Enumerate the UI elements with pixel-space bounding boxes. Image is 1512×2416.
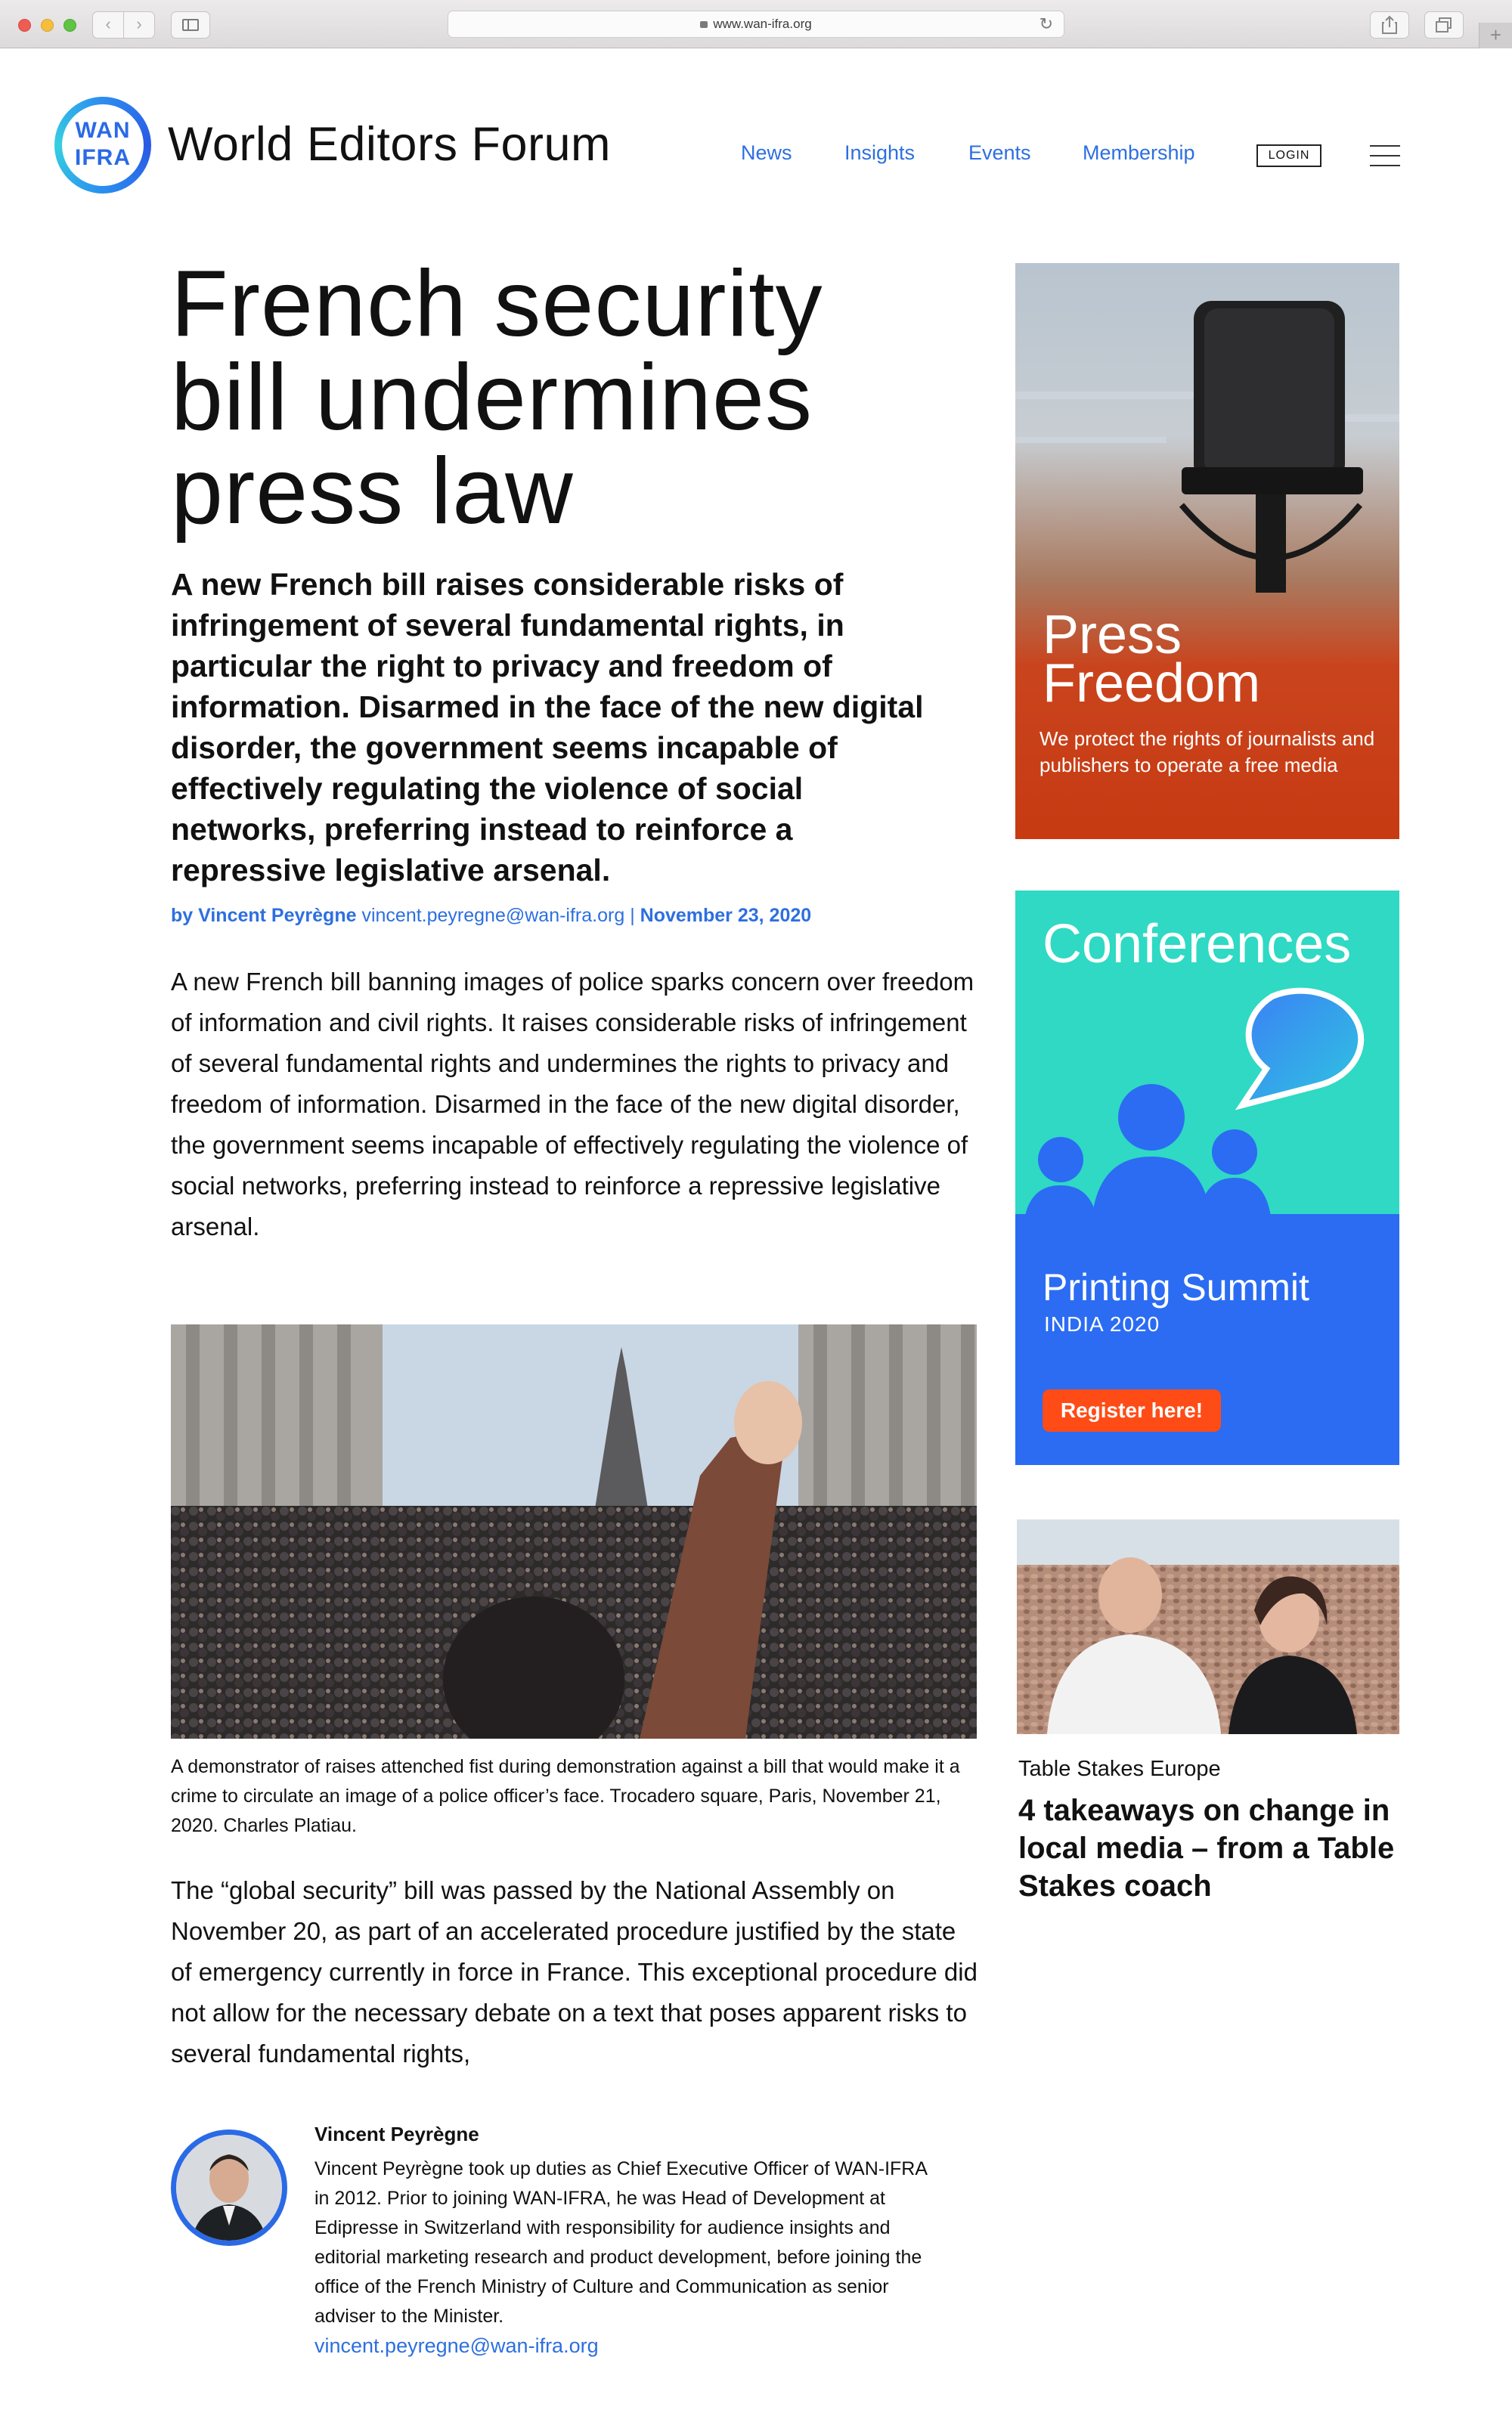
logo-text-top: WAN xyxy=(75,118,131,143)
author-name: Vincent Peyrègne xyxy=(314,2123,479,2145)
image-caption: A demonstrator of raises attenched fist during demonstration against a bill that would make it a crime to circulate an image of a police officer’s face. Trocadero square, Paris, November 21, 2020. Charles Platiau. xyxy=(171,1756,960,1836)
login-button[interactable]: LOGIN xyxy=(1256,144,1321,167)
site-title[interactable]: World Editors Forum xyxy=(168,118,611,171)
promo-title-link[interactable]: 4 takeaways on change in local media – from a Table Stakes coach xyxy=(1018,1794,1395,1903)
byline-email-link[interactable]: vincent.peyregne@wan-ifra.org xyxy=(361,905,625,926)
zoom-window-button[interactable] xyxy=(64,19,76,32)
article-standfirst: A new French bill raises considerable risks of infringement of several fundamental rights, in particular the right to privacy and freedom of information. Disarmed in the face of the new digital disorder, the government seems incapable of effectively regulating the violence of social networks, preferring instead to reinforce a repressive legislative arsenal. xyxy=(171,567,924,887)
byline-date: November 23, 2020 xyxy=(640,905,812,926)
nav-events[interactable]: Events xyxy=(968,141,1031,164)
press-freedom-banner[interactable] xyxy=(1015,263,1399,839)
sidebar-toggle-button[interactable] xyxy=(171,11,210,39)
sidebar-icon xyxy=(182,19,199,31)
byline-separator: | xyxy=(630,905,635,926)
article-headline: French security bill undermines press law xyxy=(171,252,823,544)
forward-icon: › xyxy=(136,14,142,33)
address-bar[interactable] xyxy=(448,11,1064,38)
printing-summit-title: Printing Summit xyxy=(1043,1266,1309,1309)
close-window-button[interactable] xyxy=(18,19,31,32)
nav-insights[interactable]: Insights xyxy=(844,141,916,164)
author-portrait xyxy=(176,2135,282,2241)
share-icon xyxy=(1381,15,1398,35)
two-people-photo xyxy=(1017,1519,1399,1734)
byline-author-link[interactable]: Vincent Peyrègne xyxy=(198,905,357,926)
register-button[interactable]: Register here! xyxy=(1043,1389,1221,1432)
audience-speech-illustration xyxy=(1015,891,1399,1238)
author-avatar[interactable] xyxy=(171,2129,287,2246)
lock-icon xyxy=(700,21,708,28)
back-button[interactable] xyxy=(92,11,124,39)
printing-summit-subtitle: INDIA 2020 xyxy=(1044,1312,1160,1336)
promo-kicker[interactable]: Table Stakes Europe xyxy=(1018,1757,1221,1781)
plus-icon: + xyxy=(1489,23,1502,46)
share-button[interactable] xyxy=(1370,11,1409,39)
new-tab-button[interactable] xyxy=(1479,23,1512,48)
press-freedom-description: We protect the rights of journalists and publishers to operate a free media xyxy=(1040,727,1375,776)
promo-photo[interactable] xyxy=(1017,1519,1399,1734)
tabs-icon xyxy=(1435,17,1453,33)
tab-overview-button[interactable] xyxy=(1424,11,1464,39)
logo-text-bottom: IFRA xyxy=(75,145,131,170)
article-paragraph: The “global security” bill was passed by the National Assembly on November 20, as part of an accelerated procedure justified by the state of emergency currently in force in France. This exceptional procedure did not allow for the necessary debate on a text that poses apparent risks to several fundamental rights, xyxy=(171,1876,978,2068)
wan-ifra-logo[interactable] xyxy=(54,97,151,194)
byline-prefix: by xyxy=(171,905,194,926)
minimize-window-button[interactable] xyxy=(41,19,54,32)
back-icon: ‹ xyxy=(105,14,111,33)
address-url: www.wan-ifra.org xyxy=(713,17,812,31)
nav-news[interactable]: News xyxy=(741,141,792,164)
author-bio: Vincent Peyrègne took up duties as Chief Executive Officer of WAN-IFRA in 2012. Prior to joining WAN-IFRA, he was Head of Development at Edipresse in Switzerland with responsibility for audience insights and editorial marketing research and product development, before joining the office of the French Ministry of Culture and Communication as senior adviser to the Minister. xyxy=(314,2158,927,2327)
conferences-title: Conferences xyxy=(1043,914,1352,974)
reload-icon[interactable]: ↻ xyxy=(1039,14,1053,33)
author-email-link[interactable]: vincent.peyregne@wan-ifra.org xyxy=(314,2334,599,2357)
nav-membership[interactable]: Membership xyxy=(1083,141,1195,164)
press-freedom-title: Press Freedom xyxy=(1043,605,1261,714)
protest-illustration xyxy=(171,1324,977,1739)
conferences-banner[interactable] xyxy=(1015,891,1399,1465)
forward-button[interactable] xyxy=(123,11,155,39)
hamburger-menu-icon[interactable] xyxy=(1370,144,1400,168)
article-byline xyxy=(171,905,811,927)
article-paragraph: A new French bill banning images of police sparks concern over freedom of information and civil rights. It raises considerable risks of infringement of several fundamental rights and undermines the rights to privacy and freedom of information. Disarmed in the face of the new digital disorder, the government seems incapable of effectively regulating the violence of social networks, preferring instead to reinforce a repressive legislative arsenal. xyxy=(171,968,974,1241)
browser-toolbar xyxy=(0,0,1512,48)
article-photo-protest xyxy=(171,1324,977,1739)
